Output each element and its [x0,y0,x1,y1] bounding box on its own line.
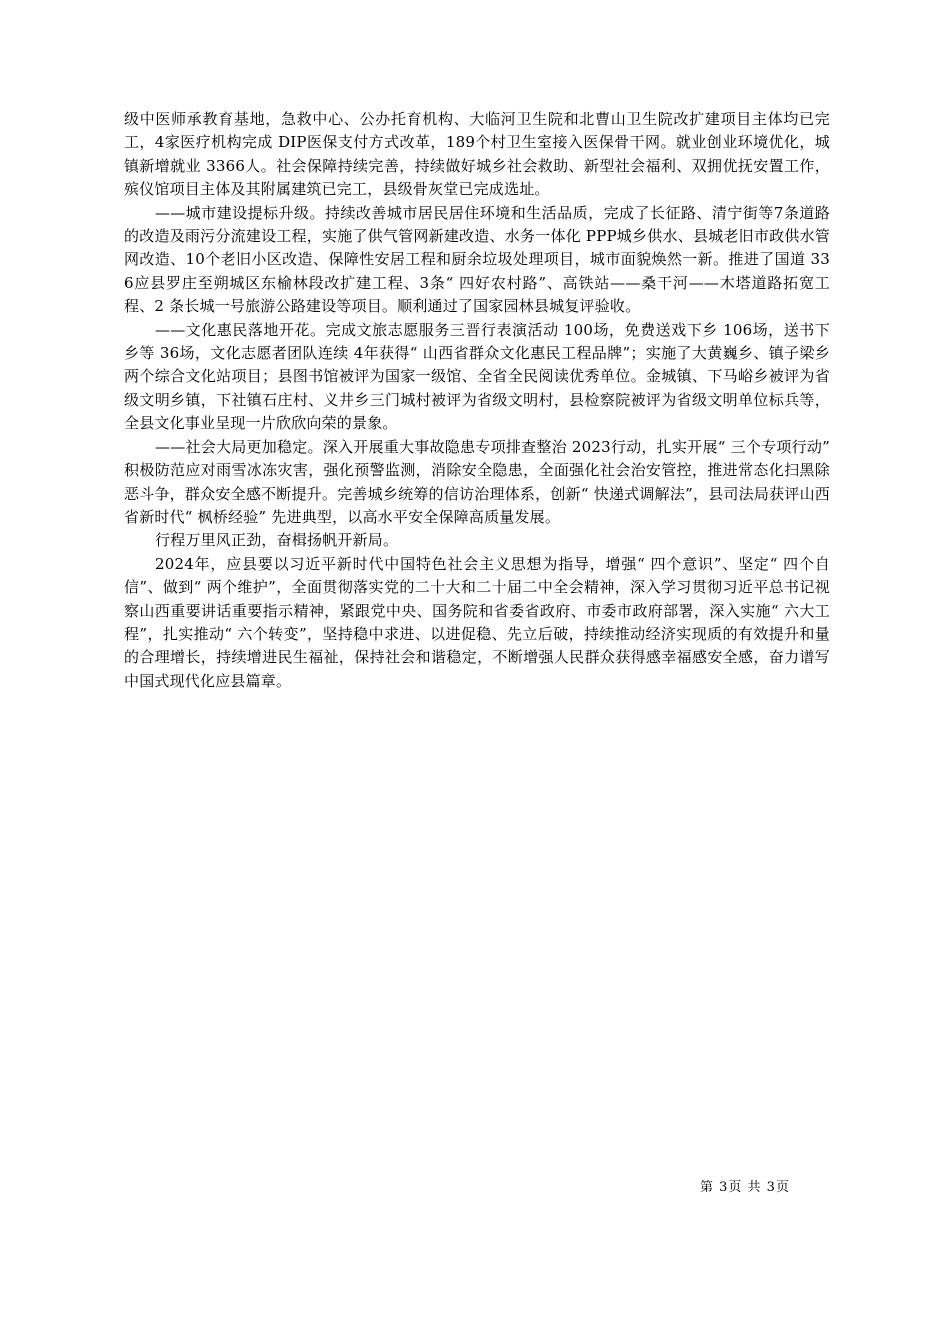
paragraph-urban-construction: ——城市建设提标升级。持续改善城市居民居住环境和生活品质，完成了长征路、清宁街等7条道路的改造及雨污分流建设工程，实施了供气管网新建改造、水务一体化 PPP城乡供水、县城老旧市政供水管网改造、10个老旧小区改造、保障性安居工程和厨余垃圾处理项目，城市面貌焕然一新。推进了国道 336应县罗庄至朔城区东榆林段改扩建工程、3条“ 四好农村路”、高铁站——桑干河——木塔道路拓宽工程、2 条长城一号旅游公路建设等项目。顺利通过了国家园林县城复评验收。 [124,203,830,316]
paragraph-healthcare-employment: 级中医师承教育基地，急救中心、公办托育机构、大临河卫生院和北曹山卫生院改扩建项目主体均已完工，4家医疗机构完成 DIP医保支付方式改革，189个村卫生室接入医保骨干网。就业创业环境优化，城镇新增就业 3366人。社会保障持续完善，持续做好城乡社会救助、新型社会福利、双拥优抚安置工作，殡仪馆项目主体及其附属建筑已完工，县级骨灰堂已完成选址。 [124,110,830,199]
page-number-footer: 第 3页 共 3页 [700,1180,790,1195]
paragraph-transition: 行程万里风正劲，奋楫扬帆开新局。 [155,531,399,550]
paragraph-culture: ——文化惠民落地开花。完成文旅志愿服务三晋行表演活动 100场，免费送戏下乡 106场，送书下乡等 36场，文化志愿者团队连续 4年获得“ 山西省群众文化惠民工程品牌”；实施了大黄巍乡、镇子梁乡两个综合文化站项目；县图书馆被评为国家一级馆、全省全民阅读优秀单位。金城镇、下马峪乡被评为省级文明乡镇，下社镇石庄村、义井乡三门城村被评为省级文明村，县检察院被评为省级文明单位标兵等，全县文化事业呈现一片欣欣向荣的景象。 [124,320,830,433]
paragraph-2024-plan: 2024年，应县要以习近平新时代中国特色社会主义思想为指导，增强“ 四个意识”、坚定“ 四个自信”、做到“ 两个维护”，全面贯彻落实党的二十大和二十届二中全会精神，深入学习贯彻习近平总书记视察山西重要讲话重要指示精神，紧跟党中央、国务院和省委省政府、市委市政府部署，深入实施“ 六大工程”，扎实推动“ 六个转变”，坚持稳中求进、以进促稳、先立后破，持续推动经济实现质的有效提升和量的合理增长，持续增进民生福祉，保持社会和谐稳定，不断增强人民群众获得感幸福感安全感，奋力谱写中国式现代化应县篇章。 [124,554,830,690]
paragraph-social-stability: ——社会大局更加稳定。深入开展重大事故隐患专项排查整治 2023行动，扎实开展“ 三个专项行动” 积极防范应对雨雪冰冻灾害，强化预警监测，消除安全隐患，全面强化社会治安管控，推进常态化扫黑除恶斗争，群众安全感不断提升。完善城乡统筹的信访治理体系，创新“ 快递式调解法”，县司法局获评山西省新时代“ 枫桥经验” 先进典型，以高水平安全保障高质量发展。 [124,437,830,526]
document-body [124,108,830,693]
